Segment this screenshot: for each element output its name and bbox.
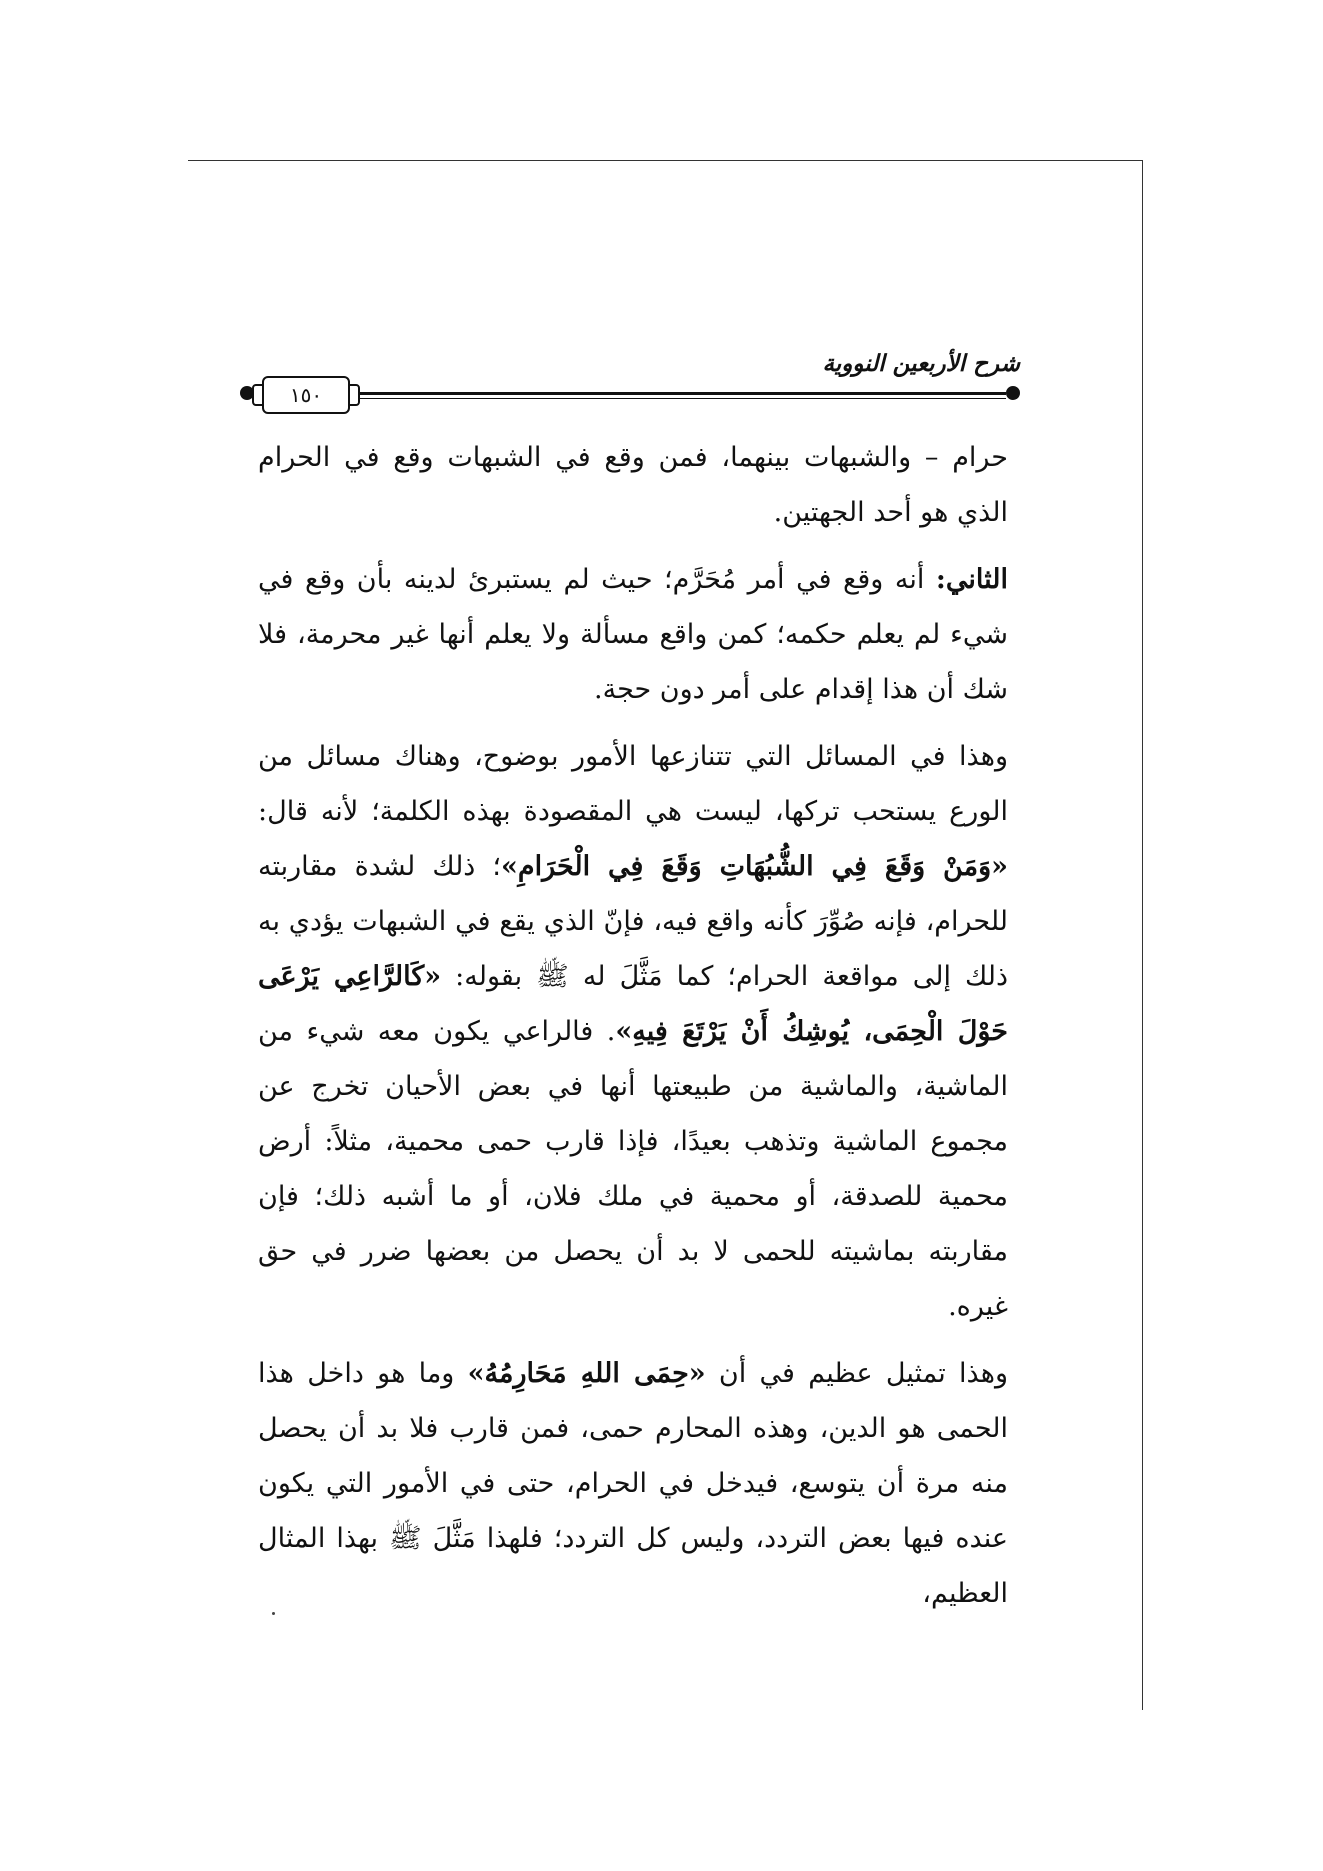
paragraph-3-text-b: ؛ ذلك لشدة مقاربته للحرام، فإنه صُوِّرَ كأنه واقع فيه، فإنّ الذي يقع في الشبهات يؤدي به ذلك إلى مواقعة الحرام؛ كما مَثَّلَ له ﷺ بقوله: (258, 851, 1009, 992)
running-header (240, 340, 1020, 410)
paragraph-1 (258, 430, 1008, 540)
scan-speck (272, 1612, 275, 1615)
paragraph-3 (258, 729, 1008, 1334)
hadith-quote-shepherd: «كَالرَّاعِي يَرْعَى حَوْلَ الْحِمَى، يُوشِكُ أَنْ يَرْتَعَ فِيهِ» (258, 961, 1008, 1047)
paragraph-4-text-a: وهذا تمثيل عظيم في أن (705, 1358, 1008, 1389)
scan-border-right (1142, 160, 1143, 1710)
paragraph-4-text-b: وما هو داخل هذا الحمى هو الدين، وهذه المحارم حمى، فمن قارب فلا بد أن يحصل منه مرة أن يتوسع، فيدخل في الحرام، حتى في الأمور التي يكون عنده فيها بعض التردد، وليس كل التردد؛ فلهذا مَثَّلَ ﷺ بهذا المثال العظيم، (258, 1358, 1008, 1609)
header-ornament-right (1006, 386, 1020, 400)
paragraph-3-text-a: وهذا في المسائل التي تتنازعها الأمور بوضوح، وهناك مسائل من الورع يستحب تركها، ليست هي المقصودة بهذه الكلمة؛ لأنه قال: (258, 741, 1008, 827)
scan-border-top (188, 160, 1143, 161)
book-title: شرح الأربعين النووية (822, 350, 1020, 377)
paragraph-2-text: أنه وقع في أمر مُحَرَّم؛ حيث لم يستبرئ لدينه بأن وقع في شيء لم يعلم حكمه؛ كمن واقع مسألة ولا يعلم أنها غير محرمة، فلا شك أن هذا إقدام على أمر دون حجة. (258, 564, 1008, 705)
body-text (258, 430, 1008, 1633)
paragraph-2-lead: الثاني: (935, 564, 1008, 595)
hadith-quote-shubuhat: «وَمَنْ وَقَعَ فِي الشُّبُهَاتِ وَقَعَ فِي الْحَرَامِ» (501, 851, 1008, 882)
paragraph-1-text: حرام – والشبهات بينهما، فمن وقع في الشبهات وقع في الحرام الذي هو أحد الجهتين. (258, 442, 1008, 528)
header-rule (290, 392, 1006, 395)
paragraph-3-text-c: . فالراعي يكون معه شيء من الماشية، والماشية من طبيعتها أنها في بعض الأحيان تخرج عن مجموع الماشية وتذهب بعيدًا، فإذا قارب حمى محمية، مثلاً: أرض محمية للصدقة، أو محمية في ملك فلان، أو ما أشبه ذلك؛ فإن مقاربته بماشيته للحمى لا بد أن يحصل من بعضها ضرر في حق غيره. (258, 1016, 1008, 1322)
paragraph-4 (258, 1346, 1008, 1621)
hadith-quote-hima: «حِمَى اللهِ مَحَارِمُهُ» (467, 1358, 706, 1389)
page-number: ١٥٠ (289, 383, 323, 407)
paragraph-2 (258, 552, 1008, 717)
header-rule-thin (290, 398, 1006, 399)
page-number-frame (262, 376, 350, 414)
